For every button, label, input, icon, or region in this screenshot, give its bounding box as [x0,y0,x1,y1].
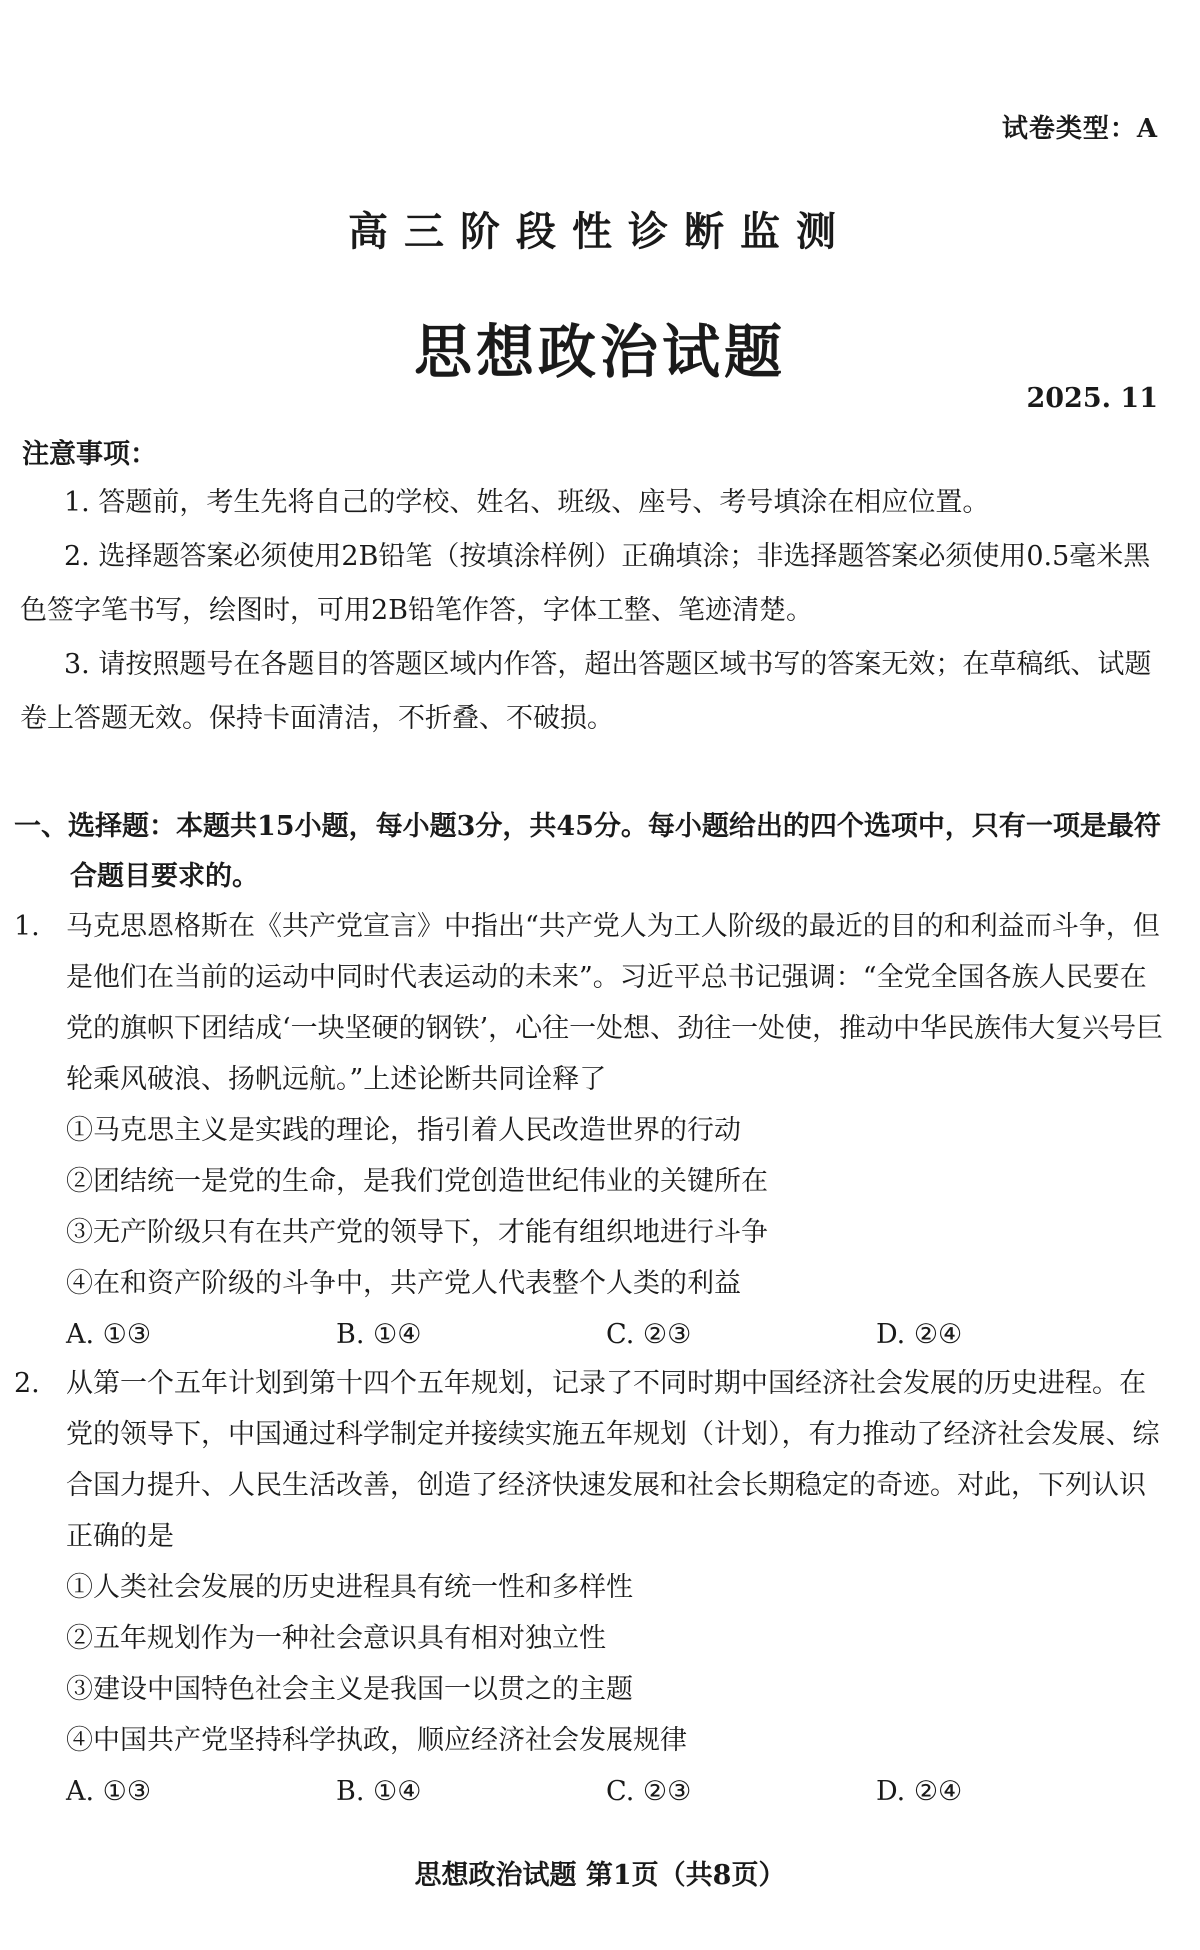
question-number: 1. [14,911,40,942]
option-2: ②五年规划作为一种社会意识具有相对独立性 [66,1623,606,1654]
question-2 [14,1358,1164,1817]
answer-choices [14,1309,1164,1360]
option-3: ③建设中国特色社会主义是我国一以贯之的主题 [66,1674,633,1705]
notice-item-3: 3. 请按照题号在各题目的答题区域内作答，超出答题区域书写的答案无效；在草稿纸、试题卷上答题无效。保持卡面清洁，不折叠、不破损。 [20,649,1152,734]
notice-title: 注意事项： [22,439,157,470]
question-stem [14,1358,1164,1562]
option-4: ④在和资产阶级的斗争中，共产党人代表整个人类的利益 [66,1268,741,1299]
section-heading: 一、选择题：本题共15小题，每小题3分，共45分。每小题给出的四个选项中，只有一项是最符合题目要求的。 [14,811,1161,892]
choice-b: B. ①④ [336,1319,422,1350]
option-1: ①马克思主义是实践的理论，指引着人民改造世界的行动 [66,1115,741,1146]
question-stem [14,901,1164,1105]
choice-c: C. ②③ [606,1319,692,1350]
choice-d: D. ②④ [876,1776,963,1807]
page-title: 思想政治试题 [413,318,786,386]
option-2: ②团结统一是党的生命，是我们党创造世纪伟业的关键所在 [66,1166,768,1197]
page-footer: 思想政治试题 第1页（共8页） [414,1860,786,1891]
paper-type-label: 试卷类型：A [1001,114,1158,144]
exam-header: 高三阶段性诊断监测 [348,208,852,255]
choice-a: A. ①③ [66,1319,152,1350]
choice-b: B. ①④ [336,1776,422,1807]
notice-item-1: 1. 答题前，考生先将自己的学校、姓名、班级、座号、考号填涂在相应位置。 [64,487,990,518]
option-3: ③无产阶级只有在共产党的领导下，才能有组织地进行斗争 [66,1217,768,1248]
question-text: 从第一个五年计划到第十四个五年规划，记录了不同时期中国经济社会发展的历史进程。在党的领导下，中国通过科学制定并接续实施五年规划（计划），有力推动了经济社会发展、综合国力提升、人民生活改善，创造了经济快速发展和社会长期稳定的奇迹。对此，下列认识正确的是 [66,1368,1160,1552]
choice-c: C. ②③ [606,1776,692,1807]
option-1: ①人类社会发展的历史进程具有统一性和多样性 [66,1572,633,1603]
notice-item-2: 2. 选择题答案必须使用2B铅笔（按填涂样例）正确填涂；非选择题答案必须使用0.5毫米黑色签字笔书写，绘图时，可用2B铅笔作答，字体工整、笔迹清楚。 [20,541,1151,626]
option-4: ④中国共产党坚持科学执政，顺应经济社会发展规律 [66,1725,687,1756]
exam-date: 2025. 11 [1026,383,1158,414]
answer-choices [14,1766,1164,1817]
choice-d: D. ②④ [876,1319,963,1350]
choice-a: A. ①③ [66,1776,152,1807]
question-number: 2. [14,1368,40,1399]
question-text: 马克思恩格斯在《共产党宣言》中指出“共产党人为工人阶级的最近的目的和利益而斗争，但是他们在当前的运动中同时代表运动的未来”。习近平总书记强调：“全党全国各族人民要在党的旗帜下团结成‘一块坚硬的钢铁’，心往一处想、劲往一处使，推动中华民族伟大复兴号巨轮乘风破浪、扬帆远航。”上述论断共同诠释了 [66,911,1164,1095]
question-1 [14,901,1164,1360]
